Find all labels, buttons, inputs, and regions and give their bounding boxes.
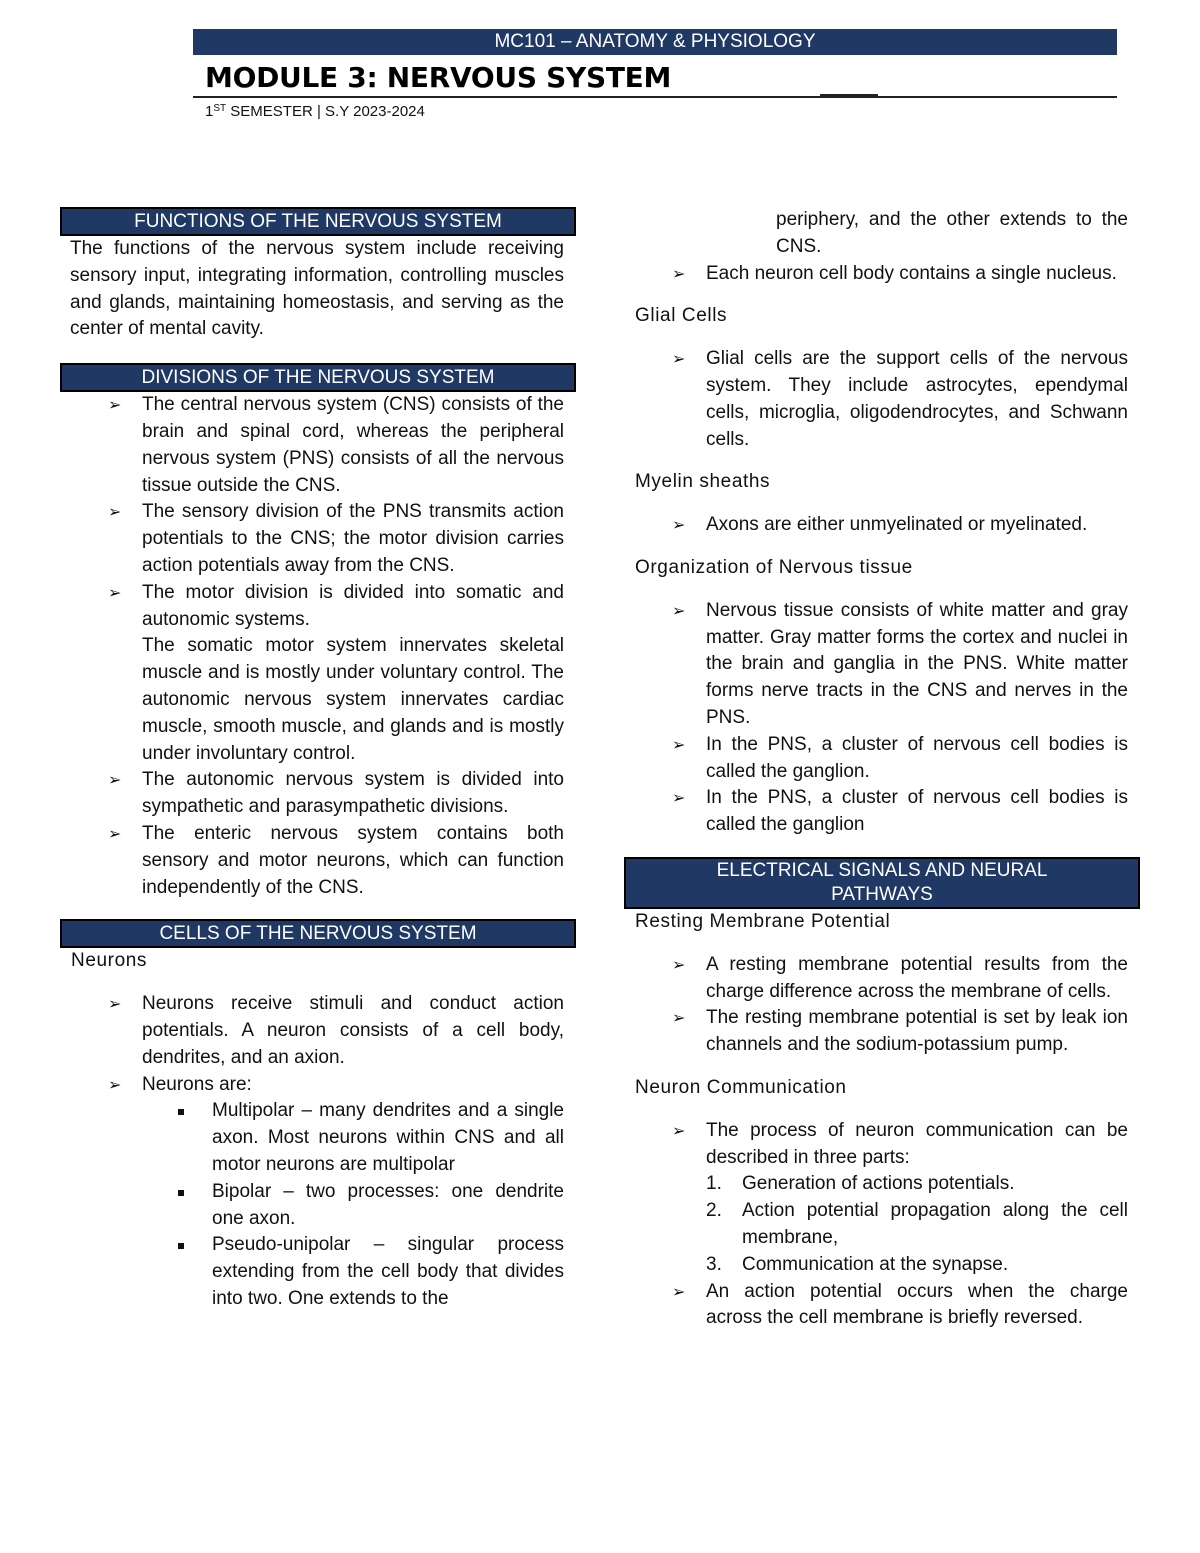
glial-subheading: Glial Cells [635, 305, 728, 327]
list-item: ➢ Axons are either unmyelinated or myelinated. [706, 512, 1128, 539]
communication-list [624, 1118, 1140, 1332]
semester-line: 1ST SEMESTER | S.Y 2023-2024 [205, 103, 425, 120]
section-heading-cells: CELLS OF THE NERVOUS SYSTEM [60, 919, 576, 948]
course-banner: MC101 – ANATOMY & PHYSIOLOGY [193, 29, 1117, 55]
list-item: ➢ The resting membrane potential is set by leak ion channels and the sodium-potassium pump. [706, 1005, 1128, 1059]
step-item: 1. Generation of actions potentials. [706, 1173, 1015, 1195]
list-item: ➢ A resting membrane potential results from the charge difference across the membrane of cells. [706, 952, 1128, 1006]
communication-subheading: Neuron Communication [635, 1076, 847, 1098]
nucleus-list [624, 261, 1140, 288]
neuron-types-list [142, 1098, 564, 1312]
organization-subheading: Organization of Nervous tissue [635, 556, 913, 578]
list-item: ➢ The autonomic nervous system is divided into sympathetic and parasympathetic divisions. [142, 767, 564, 821]
functions-paragraph: The functions of the nervous system include receiving sensory input, integrating information, controlling muscles and glands, maintaining homeostasis, and serving as the center of mental cavity. [70, 238, 564, 340]
step-item: 2. Action potential propagation along the cell membrane, [706, 1200, 1128, 1248]
module-title: MODULE 3: NERVOUS SYSTEM [205, 61, 672, 94]
list-item-continuation: The somatic motor system innervates skeletal muscle and is mostly under voluntary control. The autonomic nervous system innervates cardiac muscle, smooth muscle, and glands and is mostly under involuntary control. [142, 635, 564, 764]
list-item: ➢ In the PNS, a cluster of nervous cell bodies is called the ganglion [706, 785, 1128, 839]
neurons-are-label: Neurons are: [142, 1073, 252, 1095]
list-item: ➢ Each neuron cell body contains a single nucleus. [706, 261, 1128, 288]
neuron-type-item: Bipolar – two processes: one dendrite one axon. [212, 1179, 564, 1233]
glial-list [624, 346, 1140, 453]
list-item: ➢ The central nervous system (CNS) consists of the brain and spinal cord, whereas the peripheral nervous system (PNS) consists of all the nervous tissue outside the CNS. [142, 392, 564, 499]
right-column [624, 207, 1140, 1332]
list-item [142, 1072, 564, 1313]
neurons-list [60, 991, 576, 1313]
list-item: ➢ In the PNS, a cluster of nervous cell bodies is called the ganglion. [706, 732, 1128, 786]
list-item: ➢ The motor division is divided into somatic and autonomic systems. [142, 580, 564, 634]
neurons-subheading: Neurons [71, 950, 148, 972]
list-item: ➢ The enteric nervous system contains both sensory and motor neurons, which can function independently of the CNS. [142, 821, 564, 901]
section-heading-electrical: ELECTRICAL SIGNALS AND NEURAL PATHWAYS [624, 857, 1140, 909]
title-underline [193, 96, 1117, 98]
neuron-type-item: Multipolar – many dendrites and a single axon. Most neurons within CNS and all motor neurons are multipolar [212, 1098, 564, 1178]
resting-subheading: Resting Membrane Potential [635, 910, 891, 932]
myelin-list [624, 512, 1140, 539]
step-item: 3. Communication at the synapse. [706, 1253, 1009, 1275]
list-item: ➢ The sensory division of the PNS transmits action potentials to the CNS; the motor division carries action potentials away from the CNS. [142, 499, 564, 579]
section-heading-functions: FUNCTIONS OF THE NERVOUS SYSTEM [60, 207, 576, 236]
myelin-subheading: Myelin sheaths [635, 471, 771, 493]
communication-steps [706, 1171, 1128, 1278]
list-item: ➢ Nervous tissue consists of white matter and gray matter. Gray matter forms the cortex and nuclei in the brain and ganglia in the PNS. White matter forms nerve tracts in the CNS and nerves in the PNS. [706, 598, 1128, 732]
list-item: ➢ An action potential occurs when the charge across the cell membrane is briefly reversed. [706, 1279, 1128, 1333]
resting-list [624, 952, 1140, 1059]
list-item: ➢ Neurons receive stimuli and conduct action potentials. A neuron consists of a cell body, dendrites, and an axion. [142, 991, 564, 1071]
divisions-list [60, 392, 576, 901]
organization-list [624, 598, 1140, 839]
list-item: ➢ Glial cells are the support cells of the nervous system. They include astrocytes, ependymal cells, microglia, oligodendrocytes, and Schwann cells. [706, 346, 1128, 453]
section-heading-divisions: DIVISIONS OF THE NERVOUS SYSTEM [60, 363, 576, 392]
neuron-type-item: Pseudo-unipolar – singular process extending from the cell body that divides into two. One extends to the [212, 1232, 564, 1312]
list-item [706, 1118, 1128, 1279]
communication-intro: The process of neuron communication can be described in three parts: [706, 1119, 1128, 1168]
title-underline-accent [820, 94, 878, 97]
left-column [60, 207, 576, 1313]
neuron-type-continuation: periphery, and the other extends to the CNS. [776, 209, 1128, 257]
